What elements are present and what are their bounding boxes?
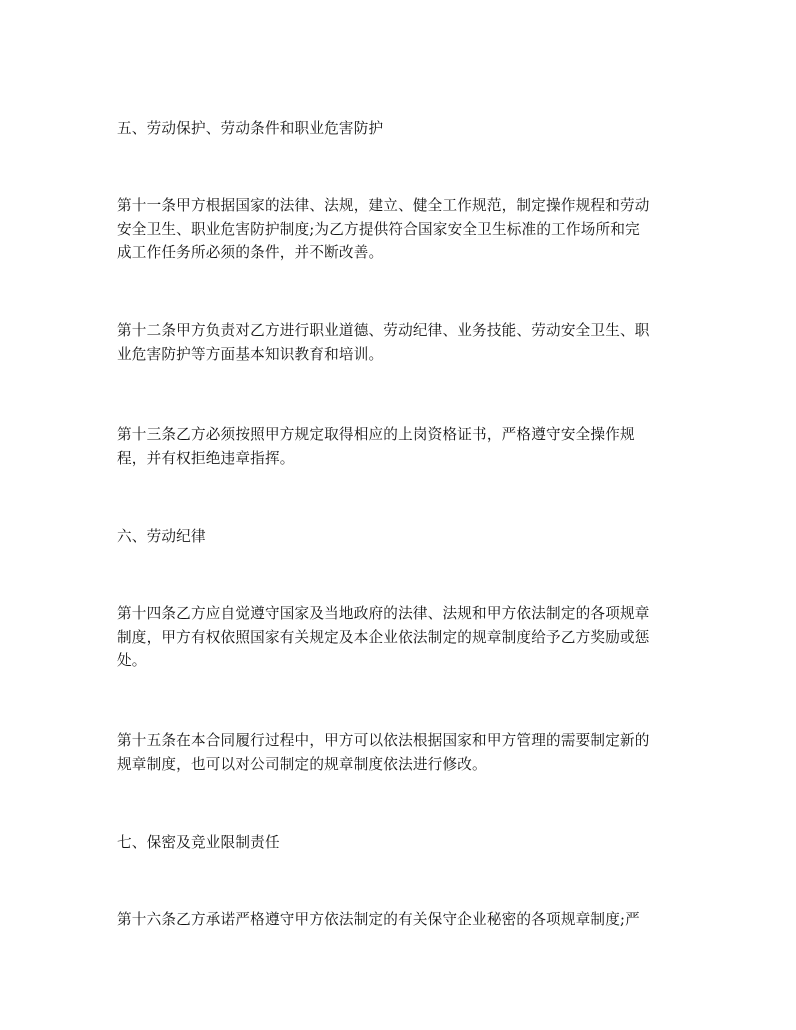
text-line: 安全卫生、职业危害防护制度;为乙方提供符合国家安全卫生标准的工作场所和完 bbox=[117, 220, 640, 238]
text-line: 第十三条乙方必须按照甲方规定取得相应的上岗资格证书，严格遵守安全操作规 bbox=[117, 426, 635, 443]
text-line: 处。 bbox=[117, 652, 147, 669]
text-line: 程，并有权拒绝违章指挥。 bbox=[117, 449, 295, 467]
article-11-paragraph bbox=[117, 194, 687, 265]
text-line: 第十五条在本合同履行过程中，甲方可以依法根据国家和甲方管理的需要制定新的 bbox=[117, 732, 650, 749]
text-line: 七、保密及竞业限制责任 bbox=[117, 834, 280, 851]
text-line: 制度，甲方有权依照国家有关规定及本企业依法制定的规章制度给予乙方奖励或惩 bbox=[117, 628, 650, 646]
text-line: 五、劳动保护、劳动条件和职业危害防护 bbox=[117, 120, 384, 137]
text-line: 规章制度，也可以对公司制定的规章制度依法进行修改。 bbox=[117, 755, 487, 773]
article-13-paragraph bbox=[117, 423, 687, 470]
text-line: 第十一条甲方根据国家的法律、法规，建立、健全工作规范，制定操作规程和劳动 bbox=[117, 197, 650, 214]
section-heading-7 bbox=[117, 831, 687, 855]
article-14-paragraph bbox=[117, 602, 687, 673]
text-line: 第十二条甲方负责对乙方进行职业道德、劳动纪律、业务技能、劳动安全卫生、职 bbox=[117, 322, 650, 339]
text-line: 六、劳动纪律 bbox=[117, 528, 206, 545]
article-12-paragraph bbox=[117, 319, 687, 366]
article-16-paragraph bbox=[117, 908, 687, 932]
section-heading-6 bbox=[117, 525, 687, 549]
text-line: 第十六条乙方承诺严格遵守甲方依法制定的有关保守企业秘密的各项规章制度;严 bbox=[117, 911, 640, 928]
section-heading-5 bbox=[117, 117, 687, 141]
article-15-paragraph bbox=[117, 729, 687, 776]
text-line: 业危害防护等方面基本知识教育和培训。 bbox=[117, 345, 384, 363]
text-line: 成工作任务所必须的条件，并不断改善。 bbox=[117, 244, 384, 261]
text-line: 第十四条乙方应自觉遵守国家及当地政府的法律、法规和甲方依法制定的各项规章 bbox=[117, 605, 650, 622]
